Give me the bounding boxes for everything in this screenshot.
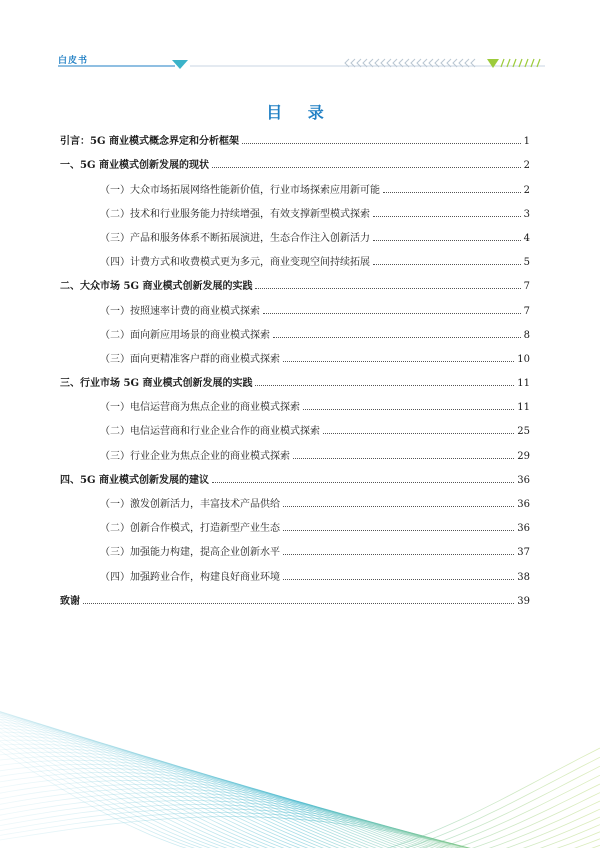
- wave-line: [0, 719, 600, 848]
- toc-dot-leader: [212, 166, 521, 168]
- toc-dot-leader: [373, 263, 521, 265]
- toc-dot-leader: [255, 287, 520, 289]
- toc-entry-title: 四、5G 商业模式创新发展的建议: [60, 474, 209, 486]
- toc-dot-leader: [242, 142, 521, 144]
- toc-dot-leader: [283, 529, 514, 531]
- toc-page-number: 36: [517, 499, 530, 510]
- toc-entry-title: （四）加强跨业合作，构建良好商业环境: [100, 571, 280, 583]
- wave-line: [0, 711, 600, 848]
- toc-dot-leader: [383, 191, 521, 193]
- wave-line: [0, 717, 600, 848]
- toc-dot-leader: [283, 505, 514, 507]
- toc-dot-leader: [323, 432, 514, 434]
- wave-line: [0, 772, 600, 848]
- wave-line: [0, 712, 600, 848]
- toc-chapter-entry[interactable]: [60, 463, 530, 487]
- toc-page-number: 29: [517, 450, 530, 462]
- toc-entry-title: （二）电信运营商和行业企业合作的商业模式探索: [100, 426, 320, 438]
- wave-line: [0, 746, 600, 848]
- toc-page-number: 8: [523, 329, 530, 341]
- toc-section-entry[interactable]: [60, 245, 530, 269]
- toc-page-number: 7: [523, 281, 530, 293]
- toc-section-entry[interactable]: [60, 318, 530, 342]
- wave-line: [0, 717, 600, 848]
- toc-page-number: 2: [523, 160, 530, 172]
- wave-line: [0, 789, 600, 848]
- toc-section-entry[interactable]: [60, 221, 530, 245]
- toc-entry-title: 引言：5G 商业模式概念界定和分析框架: [60, 136, 239, 148]
- toc-page-number: 10: [517, 353, 530, 365]
- toc-dot-leader: [373, 215, 521, 217]
- toc-page-number: 37: [517, 547, 530, 559]
- toc-page-number: 25: [517, 426, 530, 438]
- toc-entry-title: （一）电信运营商为焦点企业的商业模式探索: [100, 402, 300, 414]
- toc-title: 目 录: [266, 103, 334, 122]
- toc-entry-title: （三）面向更精准客户群的商业模式探索: [100, 353, 280, 365]
- toc-entry-title: （四）计费方式和收费模式更为多元，商业变现空间持续拓展: [100, 257, 370, 269]
- toc-chapter-entry[interactable]: [60, 124, 530, 148]
- wave-line: [0, 712, 600, 848]
- toc-entry-title: （二）创新合作模式，打造新型产业生态: [100, 523, 280, 535]
- toc-dot-leader: [263, 312, 521, 314]
- toc-section-entry[interactable]: [60, 390, 530, 414]
- toc-section-entry[interactable]: [60, 172, 530, 196]
- toc-page-number: 36: [517, 474, 530, 486]
- toc-entry-title: 二、大众市场 5G 商业模式创新发展的实践: [60, 281, 253, 293]
- page-header: [0, 0, 600, 80]
- wave-line: [0, 768, 600, 848]
- wave-line: [0, 712, 600, 848]
- toc-section-entry[interactable]: [60, 293, 530, 317]
- toc-chapter-entry[interactable]: [60, 148, 530, 172]
- toc-page-number: 3: [523, 208, 530, 220]
- toc-page-number: 11: [517, 378, 530, 390]
- toc-dot-leader: [283, 360, 514, 362]
- toc-section-entry[interactable]: [60, 414, 530, 438]
- toc-dot-leader: [255, 384, 514, 386]
- toc-dot-leader: [373, 239, 521, 241]
- toc-entry-title: （三）行业企业为焦点企业的商业模式探索: [100, 450, 290, 462]
- toc-entry-title: （二）面向新应用场景的商业模式探索: [100, 329, 270, 341]
- wave-line: [0, 729, 600, 848]
- toc-page-number: 4: [523, 232, 530, 244]
- toc-page-number: 5: [523, 257, 530, 269]
- toc-page-number: 1: [523, 136, 530, 148]
- toc-section-entry[interactable]: [60, 487, 530, 511]
- toc-entry-title: （三）产品和服务体系不断拓展演进，生态合作注入创新活力: [100, 232, 370, 244]
- toc-page-number: 11: [517, 402, 530, 414]
- toc-dot-leader: [283, 578, 514, 580]
- toc-entry-title: 三、行业市场 5G 商业模式创新发展的实践: [60, 378, 253, 390]
- wave-line: [0, 793, 600, 848]
- toc-entry-title: （一）激发创新活力，丰富技术产品供给: [100, 499, 280, 510]
- wave-line: [0, 813, 600, 848]
- toc-section-entry[interactable]: [60, 438, 530, 462]
- toc-page-number: 38: [517, 571, 530, 583]
- toc-entry-title: （一）按照速率计费的商业模式探索: [100, 305, 260, 317]
- header-label: 白皮书: [58, 56, 89, 66]
- toc-page-number: 2: [523, 184, 530, 196]
- toc-page-number: 36: [517, 523, 530, 535]
- toc-page-number: 39: [517, 595, 530, 607]
- toc-entry-title: （二）技术和行业服务能力持续增强，有效支撑新型模式探索: [100, 208, 370, 220]
- wave-line: [0, 712, 600, 848]
- wave-decoration: [0, 600, 600, 848]
- toc-section-entry[interactable]: [60, 197, 530, 221]
- toc-dot-leader: [303, 408, 514, 410]
- toc-section-entry[interactable]: [60, 559, 530, 583]
- toc-page-number: 7: [523, 305, 530, 317]
- toc-list: [60, 124, 530, 608]
- toc-chapter-entry[interactable]: [60, 269, 530, 293]
- toc-entry-title: 一、5G 商业模式创新发展的现状: [60, 160, 209, 172]
- toc-dot-leader: [212, 481, 514, 483]
- toc-dot-leader: [293, 457, 514, 459]
- wave-line: [0, 728, 600, 848]
- toc-entry-title: （三）加强能力构建，提高企业创新水平: [100, 547, 280, 559]
- toc-dot-leader: [273, 336, 521, 338]
- toc-section-entry[interactable]: [60, 342, 530, 366]
- toc-entry-title: 致谢: [60, 595, 80, 607]
- toc-section-entry[interactable]: [60, 535, 530, 559]
- toc-entry-title: （一）大众市场拓展网络性能新价值，行业市场探索应用新可能: [100, 184, 380, 196]
- toc-chapter-entry[interactable]: [60, 366, 530, 390]
- toc-section-entry[interactable]: [60, 511, 530, 535]
- header-decoration: [0, 55, 600, 75]
- toc-dot-leader: [283, 553, 514, 555]
